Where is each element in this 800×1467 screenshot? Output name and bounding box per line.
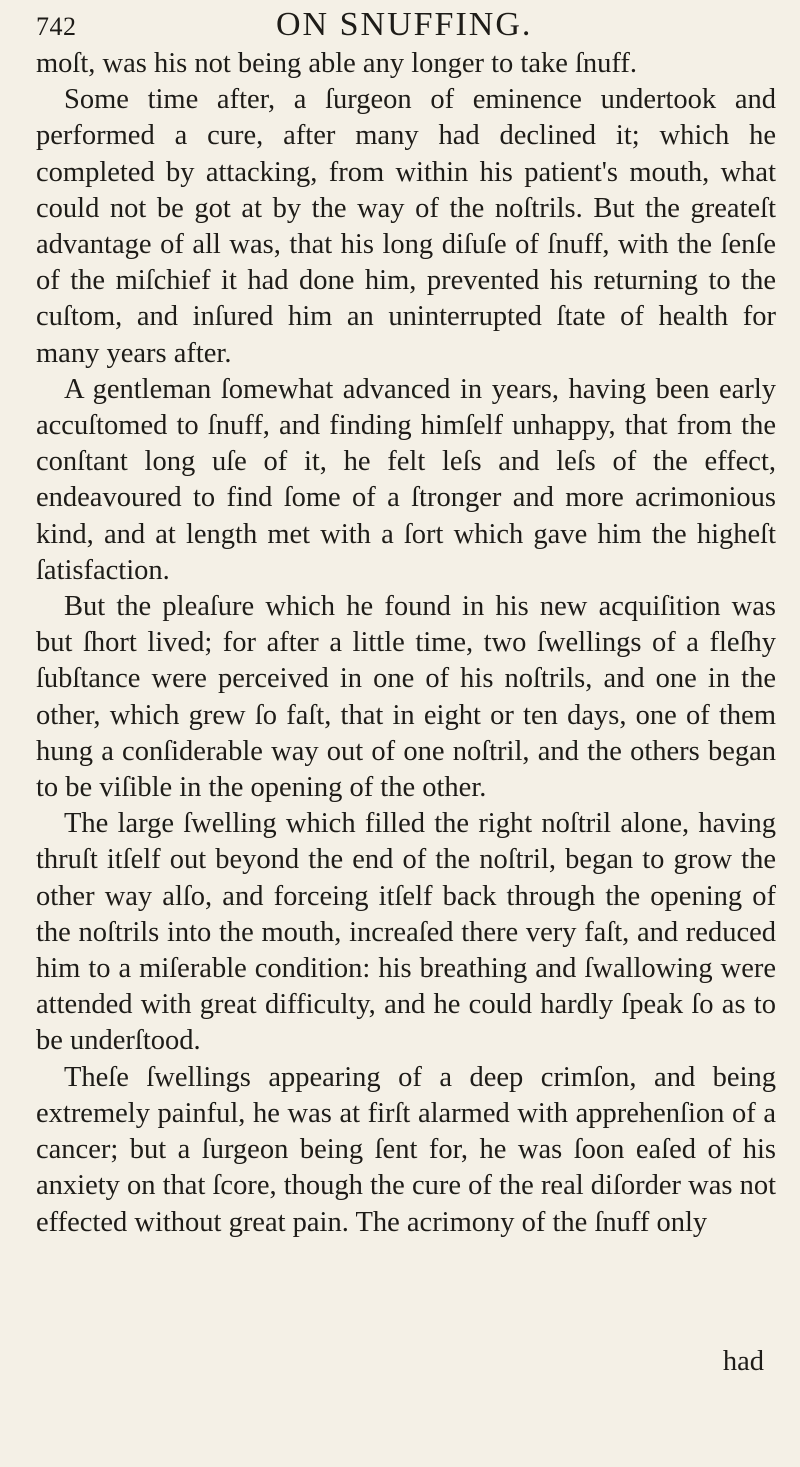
paragraph-crimson: Theſe ſwellings appearing of a deep crimſon, and being extremely painful, he was at firſt alarmed with apprehenſion of a cancer; but a ſurgeon being ſent for, he was ſoon eaſed of his anxiety on that ſcore, though the cure of the real diſorder was not effected without great pain. The acrimony of the ſnuff only <box>36 1061 776 1238</box>
body-text <box>36 46 776 1241</box>
running-title: ON SNUFFING. <box>276 6 533 43</box>
paragraph-large-swelling: The large ſwelling which filled the right noſtril alone, having thruſt itſelf out beyond the end of the noſtril, began to grow the other way alſo, and forceing itſelf back through the opening of the noſtrils into the mouth, increaſed there very faſt, and reduced him to a miſerable condition: his breathing and ſwallowing were attended with great difficulty, and he could hardly ſpeak ſo as to be underſtood. <box>36 808 776 1057</box>
paragraph-continuation: moſt, was his not being able any longer to take ſnuff. <box>36 48 638 79</box>
paragraph-surgeon-cure: Some time after, a ſurgeon of eminence undertook and performed a cure, after many had declined it; which he completed by attacking, from within his patient's mouth, what could not be got at by the way of the noſtrils. But the greateſt advantage of all was, that his long diſuſe of ſnuff, with the ſenſe of the miſchief it had done him, prevented his returning to the cuſtom, and inſured him an uninterrupted ſtate of health for many years after. <box>36 84 776 369</box>
catchword: had <box>722 1346 764 1377</box>
page-number: 742 <box>36 12 77 41</box>
paragraph-swellings: But the pleaſure which he found in his new acquiſition was but ſhort lived; for after a little time, two ſwellings of a fleſhy ſubſtance were perceived in one of his noſtrils, and one in the other, which grew ſo faſt, that in eight or ten days, one of them hung a conſiderable way out of one noſtril, and the others began to be viſible in the opening of the other. <box>36 591 776 804</box>
paragraph-gentleman: A gentleman ſomewhat advanced in years, having been early accuſtomed to ſnuff, and finding himſelf unhappy, that from the conſtant long uſe of it, he felt leſs and leſs of the effect, endeavoured to find ſome of a ſtronger and more acrimonious kind, and at length met with a ſort which gave him the higheſt ſatisfaction. <box>36 373 776 586</box>
running-head <box>36 6 760 46</box>
